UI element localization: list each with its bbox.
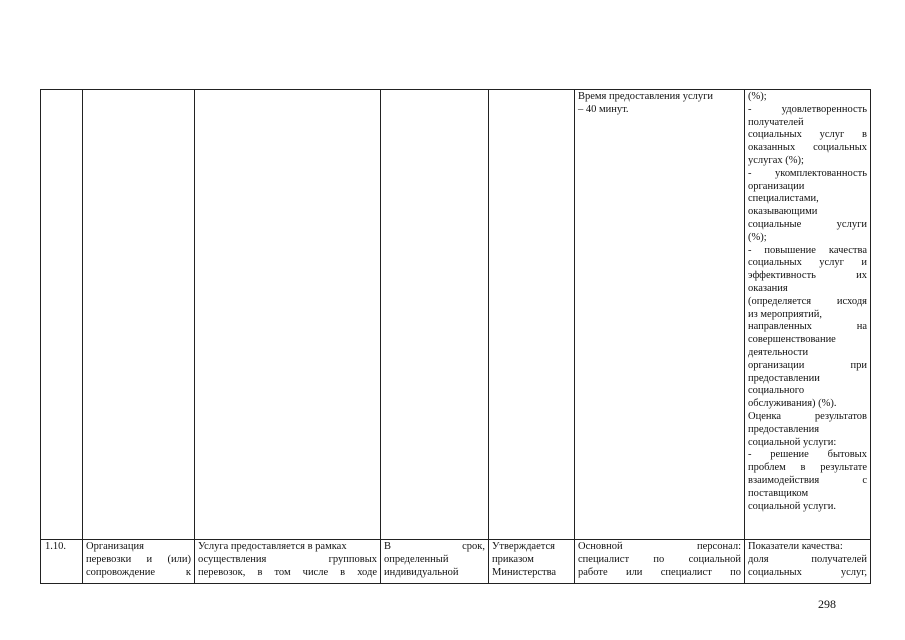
text-line: Утверждается [492, 541, 555, 552]
text-line: - укомплектованность [748, 167, 867, 179]
text-line: Основной персонал: [578, 541, 741, 552]
cell-quality-indicators [745, 90, 871, 540]
text-line: специалист по социальной [578, 553, 741, 565]
text-line: доля получателей [748, 553, 867, 565]
text-line: - повышение качества [748, 244, 867, 256]
text-line: - решение бытовых [748, 449, 867, 461]
text-line: направленных на [748, 321, 867, 333]
text-line: Организация [86, 541, 144, 552]
text-line: (определяется исходя [748, 295, 867, 307]
text-line: перевозок, в том числе в ходе [198, 566, 377, 578]
cell-cost [489, 540, 575, 584]
text-line: поставщиком [748, 487, 809, 499]
text-line: социальных услуг и [748, 257, 867, 269]
services-table [40, 89, 871, 584]
text-line: Оценка результатов [748, 410, 867, 422]
cell-number [41, 90, 83, 540]
text-line: осуществления групповых [198, 553, 377, 565]
text-line: Время предоставления услуги [578, 91, 714, 102]
cell-term [381, 90, 489, 540]
text-line: социальных услуг, [748, 566, 867, 578]
cell-term [381, 540, 489, 584]
cell-conditions [575, 540, 745, 584]
text-line: сопровождение к [86, 566, 191, 578]
text-line: – 40 минут. [578, 103, 629, 115]
text-line: получателей [748, 116, 804, 128]
text-line: специалистами, [748, 193, 819, 205]
page-number: 298 [818, 597, 836, 611]
text-line: обслуживания) (%). [748, 398, 837, 410]
text-line: работе или специалист по [578, 566, 741, 578]
text-line: индивидуальной [384, 566, 459, 578]
cell-number: 1.10. [41, 540, 83, 584]
text-line: проблем в результате [748, 462, 867, 474]
text-line: (%); [748, 91, 767, 102]
table-row [41, 540, 871, 584]
text-line: приказом [492, 553, 534, 565]
text-line: социальной услуги. [748, 500, 836, 512]
cell-description [195, 90, 381, 540]
text-line: оказанных социальных [748, 142, 867, 154]
text-line: (%); [748, 231, 767, 243]
text-line: социальной услуги: [748, 436, 837, 448]
text-line: социального [748, 385, 805, 397]
text-line: определенный [384, 553, 449, 565]
cell-service-name [83, 540, 195, 584]
text-line: Показатели качества: [748, 541, 843, 552]
text-line: перевозки и (или) [86, 553, 191, 565]
text-line: организации [748, 180, 805, 192]
text-line: оказывающими [748, 206, 818, 218]
text-line: из мероприятий, [748, 308, 822, 320]
table-row [41, 90, 871, 540]
text-line: организации при [748, 359, 867, 371]
text-line: деятельности [748, 346, 809, 358]
text-line: совершенствование [748, 334, 836, 346]
text-line: социальных услуг в [748, 129, 867, 141]
text-line: предоставления [748, 423, 820, 435]
text-line: Министерства [492, 566, 557, 578]
cell-cost [489, 90, 575, 540]
cell-quality-indicators [745, 540, 871, 584]
text-line: предоставлении [748, 372, 820, 384]
text-line: эффективность их [748, 270, 867, 282]
text-line: - удовлетворенность [748, 103, 867, 115]
cell-conditions [575, 90, 745, 540]
cell-service-name [83, 90, 195, 540]
text-line: оказания [748, 282, 788, 294]
text-line: Услуга предоставляется в рамках [198, 541, 347, 552]
text-line: В срок, [384, 541, 485, 552]
cell-description [195, 540, 381, 584]
text-line: взаимодействия с [748, 474, 867, 486]
text-line: социальные услуги [748, 218, 867, 230]
text-line: услугах (%); [748, 154, 804, 166]
